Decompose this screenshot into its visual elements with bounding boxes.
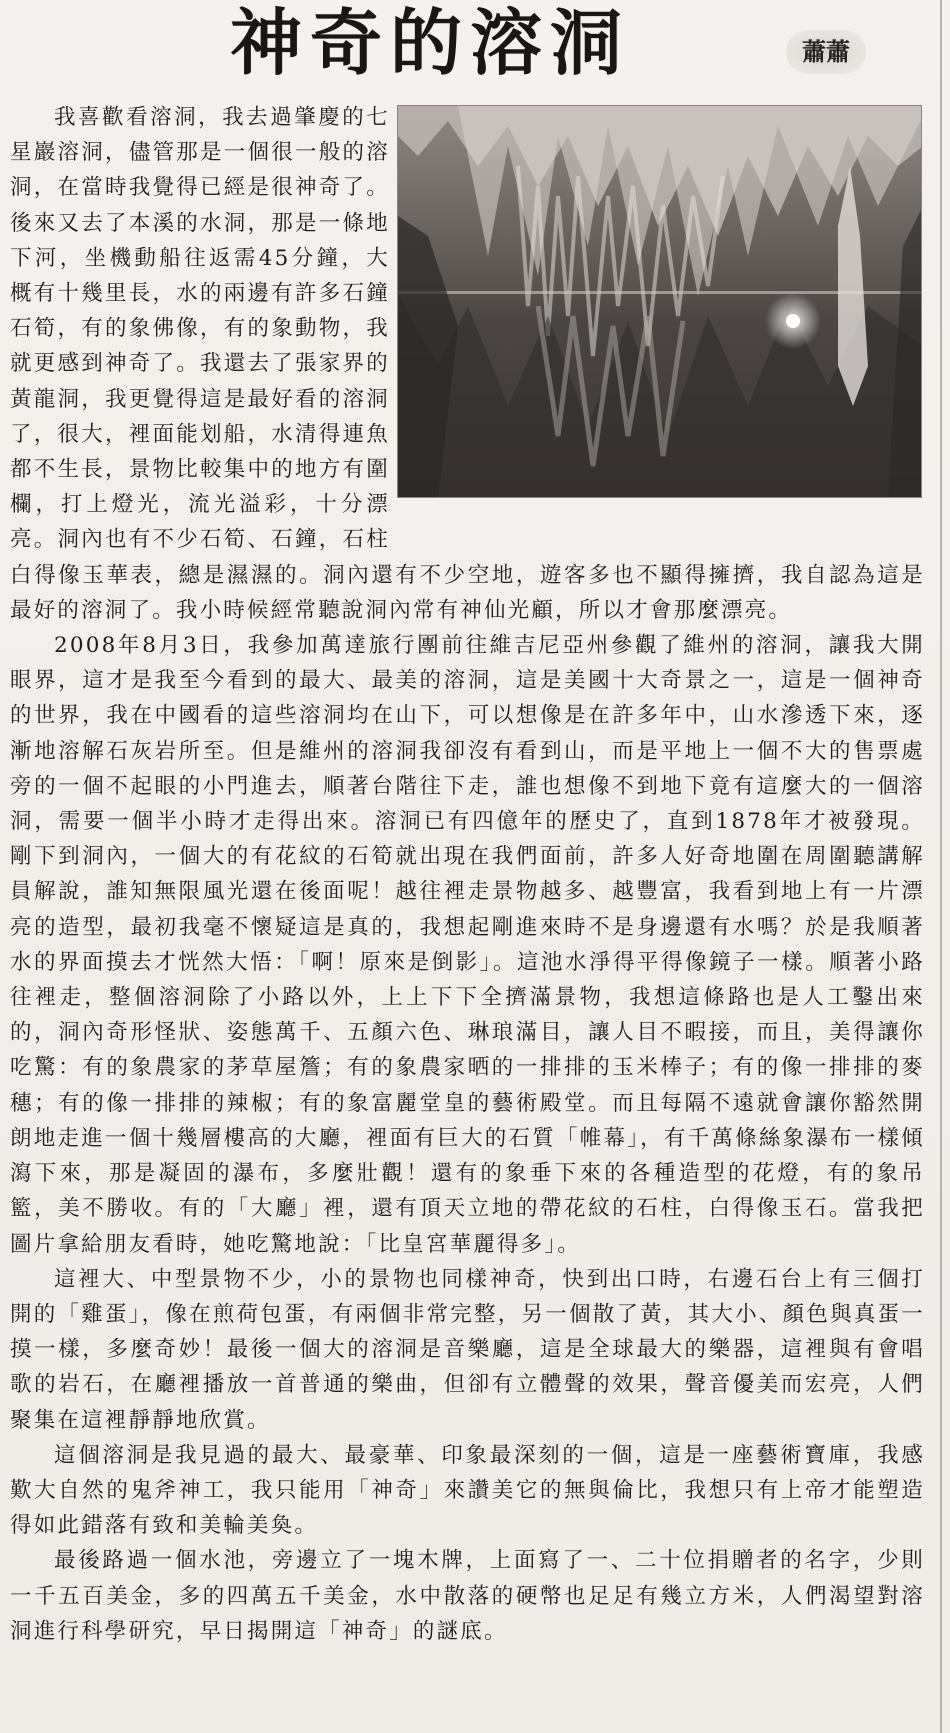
photo-spacer <box>390 100 925 530</box>
paragraph-3: 這裡大、中型景物不少，小的景物也同樣神奇，快到出口時，右邊石台上有三個打開的「雞蛋」，像在煎荷包蛋，有兩個非常完整，另一個散了黃，其大小、顏色與真蛋一摸一樣，多麼奇妙！最後一個大的溶洞是音樂廳，這是全球最大的樂器，這裡與有會唱歌的岩石，在廳裡播放一首普通的樂曲，但卻有立體聲的效果，聲音優美而宏亮，人們聚集在這裡靜靜地欣賞。 <box>10 1266 925 1433</box>
author-name: 蕭蕭 <box>786 30 866 74</box>
article-body <box>10 100 925 1649</box>
column-rule <box>940 0 942 1733</box>
paragraph-4: 這個溶洞是我見過的最大、最豪華、印象最深刻的一個，這是一座藝術寶庫，我感歎大自然的鬼斧神工，我只能用「神奇」來讚美它的無與倫比，我想只有上帝才能塑造得如此錯落有致和美輪美奐。 <box>10 1442 925 1539</box>
paragraph-2: 2008年8月3日，我參加萬達旅行團前往維吉尼亞州參觀了維州的溶洞，讓我大開眼界，這才是我至今看到的最大、最美的溶洞，這是美國十大奇景之一，這是一個神奇的世界，我在中國看的這些溶洞均在山下，可以想像是在許多年中，山水滲透下來，逐漸地溶解石灰岩所至。但是維州的溶洞我卻沒有看到山，而是平地上一個不大的售票處旁的一個不起眼的小門進去，順著台階往下走，誰也想像不到地下竟有這麼大的一個溶洞，需要一個半小時才走得出來。溶洞已有四億年的歷史了，直到1878年才被發現。剛下到洞內，一個大的有花紋的石筍就出現在我們面前，許多人好奇地圍在周圍聽講解員解說，誰知無限風光還在後面呢！越往裡走景物越多、越豐富，我看到地上有一片漂亮的造型，最初我毫不懷疑這是真的，我想起剛進來時不是身邊還有水嗎？於是我順著水的界面摸去才恍然大悟：「啊！原來是倒影」。這池水淨得平得像鏡子一樣。順著小路往裡走，整個溶洞除了小路以外，上上下下全擠滿景物，我想這條路也是人工鑿出來的，洞內奇形怪狀、姿態萬千、五顏六色、琳琅滿目，讓人目不暇接，而且，美得讓你吃驚：有的象農家的茅草屋簷；有的象農家晒的一排排的玉米棒子；有的像一排排的麥穗；有的像一排排的辣椒；有的象富麗堂皇的藝術殿堂。而且每隔不遠就會讓你豁然開朗地走進一個十幾層樓高的大廳，裡面有巨大的石質「帷幕」，有千萬條絲象瀑布一樣傾瀉下來，那是凝固的瀑布，多麼壯觀！還有的象垂下來的各種造型的花燈，有的象吊籃，美不勝收。有的「大廳」裡，還有頂天立地的帶花紋的石柱，白得像玉石。當我把圖片拿給朋友看時，她吃驚地說：「比皇宮華麗得多」。 <box>10 633 925 1257</box>
paragraph-1: 我喜歡看溶洞，我去過肇慶的七星巖溶洞，儘管那是一個很一般的溶洞，在當時我覺得已經是很神奇了。後來又去了本溪的水洞，那是一條地下河，坐機動船往返需45分鐘，大概有十幾里長，水的兩邊有許多石鐘石筍，有的象佛像，有的象動物，我就更感到神奇了。我還去了張家界的黃龍洞，我更覺得這是最好看的溶洞了，很大，裡面能划船，水清得連魚都不生長，景物比較集中的地方有圍欄，打上燈光，流光溢彩，十分漂亮。洞內也有不少石筍、石鐘，石柱白得像玉華表，總是濕濕的。洞內還有不少空地，遊客多也不顯得擁擠，我自認為這是最好的溶洞了。我小時候經常聽說洞內常有神仙光顧，所以才會那麼漂亮。 <box>10 105 925 623</box>
article-title: 神奇的溶洞 <box>230 1 631 85</box>
paragraph-5: 最後路過一個水池，旁邊立了一塊木牌，上面寫了一、二十位捐贈者的名字，少則一千五百美金，多的四萬五千美金，水中散落的硬幣也足足有幾立方米，人們渴望對溶洞進行科學研究，早日揭開這「神奇」的謎底。 <box>10 1548 925 1644</box>
